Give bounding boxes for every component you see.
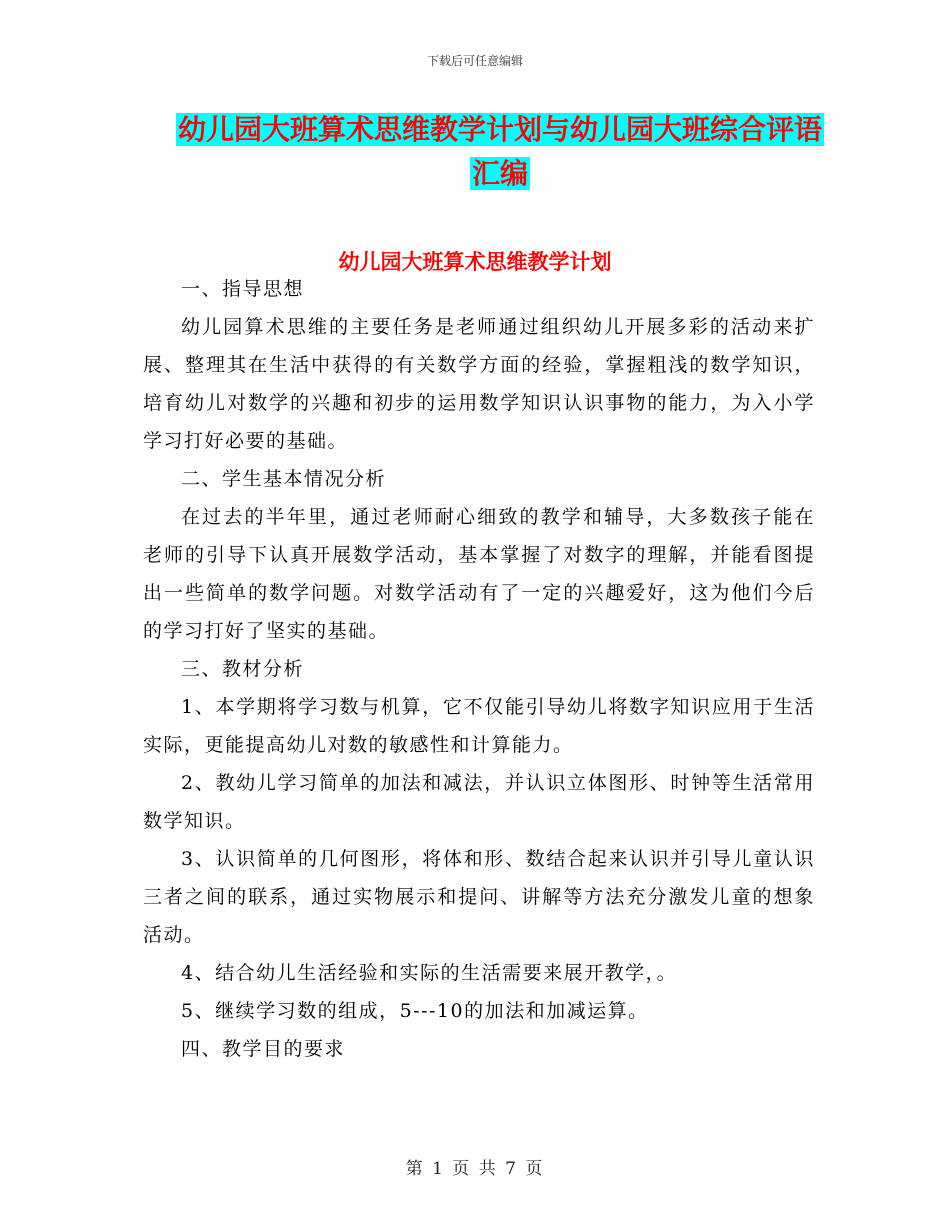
section-title: 幼儿园大班算术思维教学计划 [338, 250, 612, 274]
body-text [143, 270, 815, 1068]
heading-guiding-thought: 一、指导思想 [181, 278, 305, 300]
document-title [150, 108, 850, 196]
paragraph-student-analysis: 在过去的半年里，通过老师耐心细致的教学和辅导，大多数孩子能在老师的引导下认真开展数学活动，基本掌握了对数字的理解，并能看图提出一些简单的数学问题。对数学活动有了一定的兴趣爱好，这为他们今后的学习打好了坚实的基础。 [143, 506, 815, 642]
heading-material-analysis: 三、教材分析 [181, 658, 305, 680]
heading-teaching-goals: 四、教学目的要求 [181, 1038, 346, 1060]
paragraph-guiding-thought: 幼儿园算术思维的主要任务是老师通过组织幼儿开展多彩的活动来扩展、整理其在生活中获得的有关数学方面的经验，掌握粗浅的数学知识，培育幼儿对数学的兴趣和初步的运用数学知识认识事物的能力，为入小学学习打好必要的基础。 [143, 316, 815, 452]
list-item-material-4: 4、结合幼儿生活经验和实际的生活需要来展开教学，。 [181, 962, 678, 984]
heading-student-analysis: 二、学生基本情况分析 [181, 468, 387, 490]
document-title-line-1: 幼儿园大班算术思维教学计划与幼儿园大班综合评语 [177, 113, 822, 146]
list-item-material-3: 3、认识简单的几何图形，将体和形、数结合起来认识并引导儿童认识三者之间的联系，通过实物展示和提问、讲解等方法充分激发儿童的想象活动。 [143, 848, 815, 946]
page-number: 第 1 页 共 7 页 [405, 1159, 545, 1179]
list-item-material-2: 2、教幼儿学习简单的加法和减法，并认识立体图形、时钟等生活常用数学知识。 [143, 772, 815, 832]
list-item-material-1: 1、本学期将学习数与机算，它不仅能引导幼儿将数字知识应用于生活实际，更能提高幼儿对数的敏感性和计算能力。 [143, 696, 815, 756]
document-title-line-2: 汇编 [471, 157, 528, 190]
header-note: 下载后可任意编辑 [426, 54, 523, 68]
list-item-material-5: 5、继续学习数的组成，5---10的加法和加减运算。 [181, 1000, 649, 1022]
